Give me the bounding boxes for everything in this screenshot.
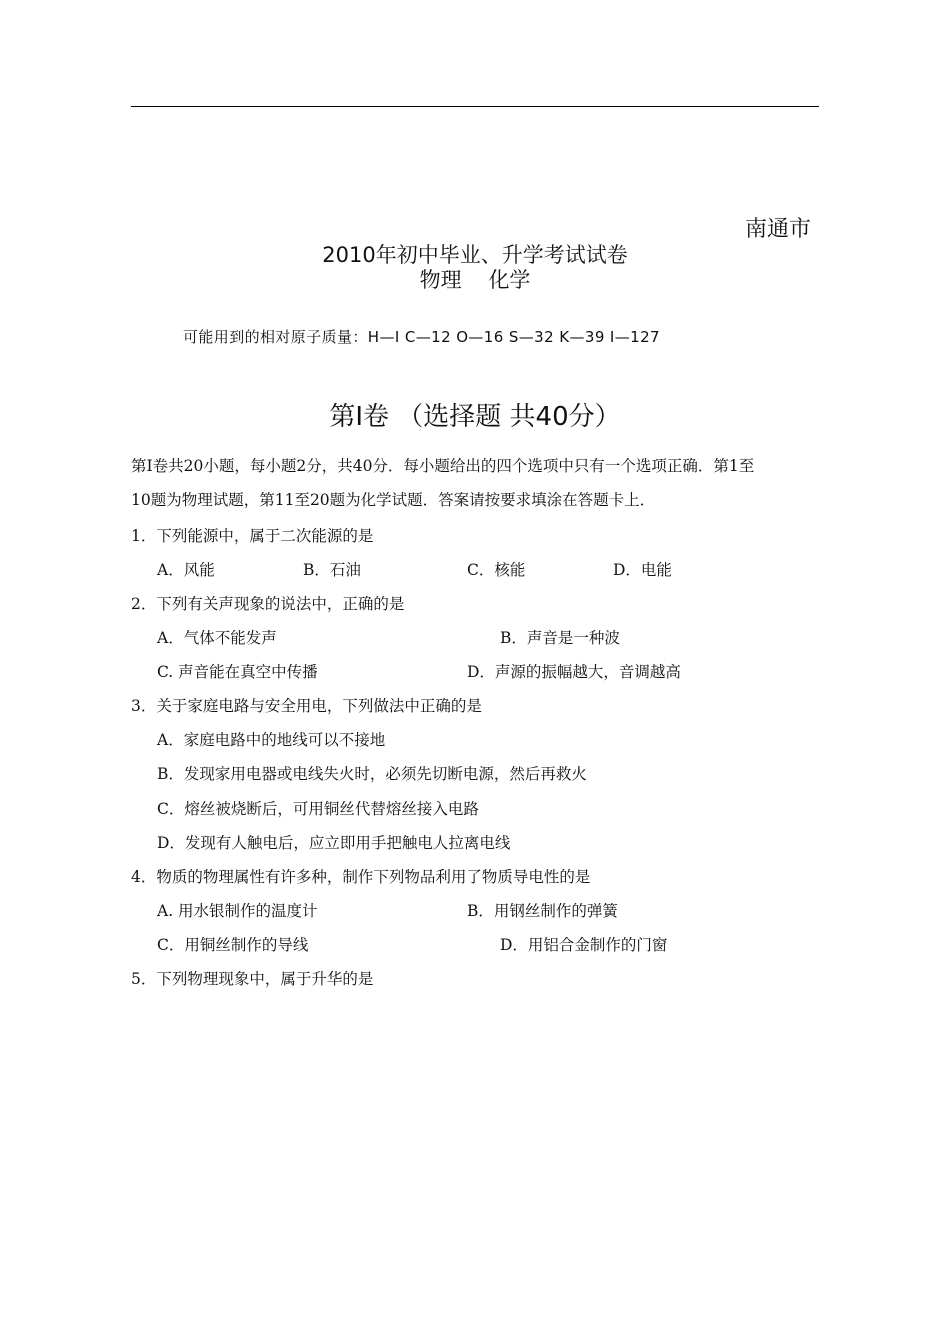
atomic-masses: 可能用到的相对原子质量：H—I C—12 O—16 S—32 K—39 I—127 — [183, 328, 660, 346]
city-name: 南通市 — [745, 217, 812, 242]
question-option: C．核能 — [467, 561, 526, 579]
question-option: D．用铝合金制作的门窗 — [500, 936, 668, 954]
section-title: 第Ⅰ卷 （选择题 共40分） — [329, 402, 621, 432]
question-option: C．熔丝被烧断后，可用铜丝代替熔丝接入电路 — [157, 800, 479, 818]
question-stem: 4．物质的物理属性有许多种，制作下列物品利用了物质导电性的是 — [131, 868, 591, 886]
question-option: A. 用水银制作的温度计 — [157, 902, 318, 920]
instructions-line: 第Ⅰ卷共20小题，每小题2分，共40分．每小题给出的四个选项中只有一个选项正确．第1至 — [131, 457, 755, 475]
question-option: C. 声音能在真空中传播 — [157, 663, 318, 681]
question-option: B．发现家用电器或电线失火时，必须先切断电源，然后再救火 — [157, 765, 587, 783]
question-option: D．声源的振幅越大，音调越高 — [467, 663, 681, 681]
question-option: C．用铜丝制作的导线 — [157, 936, 309, 954]
question-stem: 5．下列物理现象中，属于升华的是 — [131, 970, 374, 988]
instructions — [131, 449, 821, 517]
exam-subjects — [0, 264, 950, 294]
question-option: D．电能 — [613, 561, 672, 579]
instructions-line: 10题为物理试题，第11至20题为化学试题．答案请按要求填涂在答题卡上． — [131, 491, 656, 509]
question-stem: 1．下列能源中，属于二次能源的是 — [131, 527, 374, 545]
question-option: B．用钢丝制作的弹簧 — [467, 902, 618, 920]
question-option: A．风能 — [157, 561, 215, 579]
question-option: D．发现有人触电后，应立即用手把触电人拉离电线 — [157, 834, 511, 852]
top-rule — [131, 106, 819, 107]
subject-physics: 物理 — [419, 268, 462, 292]
question-stem: 3．关于家庭电路与安全用电，下列做法中正确的是 — [131, 697, 482, 715]
question-option: A．气体不能发声 — [157, 629, 277, 647]
question-stem: 2．下列有关声现象的说法中，正确的是 — [131, 595, 405, 613]
question-option: B．石油 — [303, 561, 361, 579]
question-option: A．家庭电路中的地线可以不接地 — [157, 731, 386, 749]
question-option: B．声音是一种波 — [500, 629, 620, 647]
subject-chemistry: 化学 — [488, 268, 531, 292]
exam-title: 2010年初中毕业、升学考试试卷 — [322, 243, 628, 267]
